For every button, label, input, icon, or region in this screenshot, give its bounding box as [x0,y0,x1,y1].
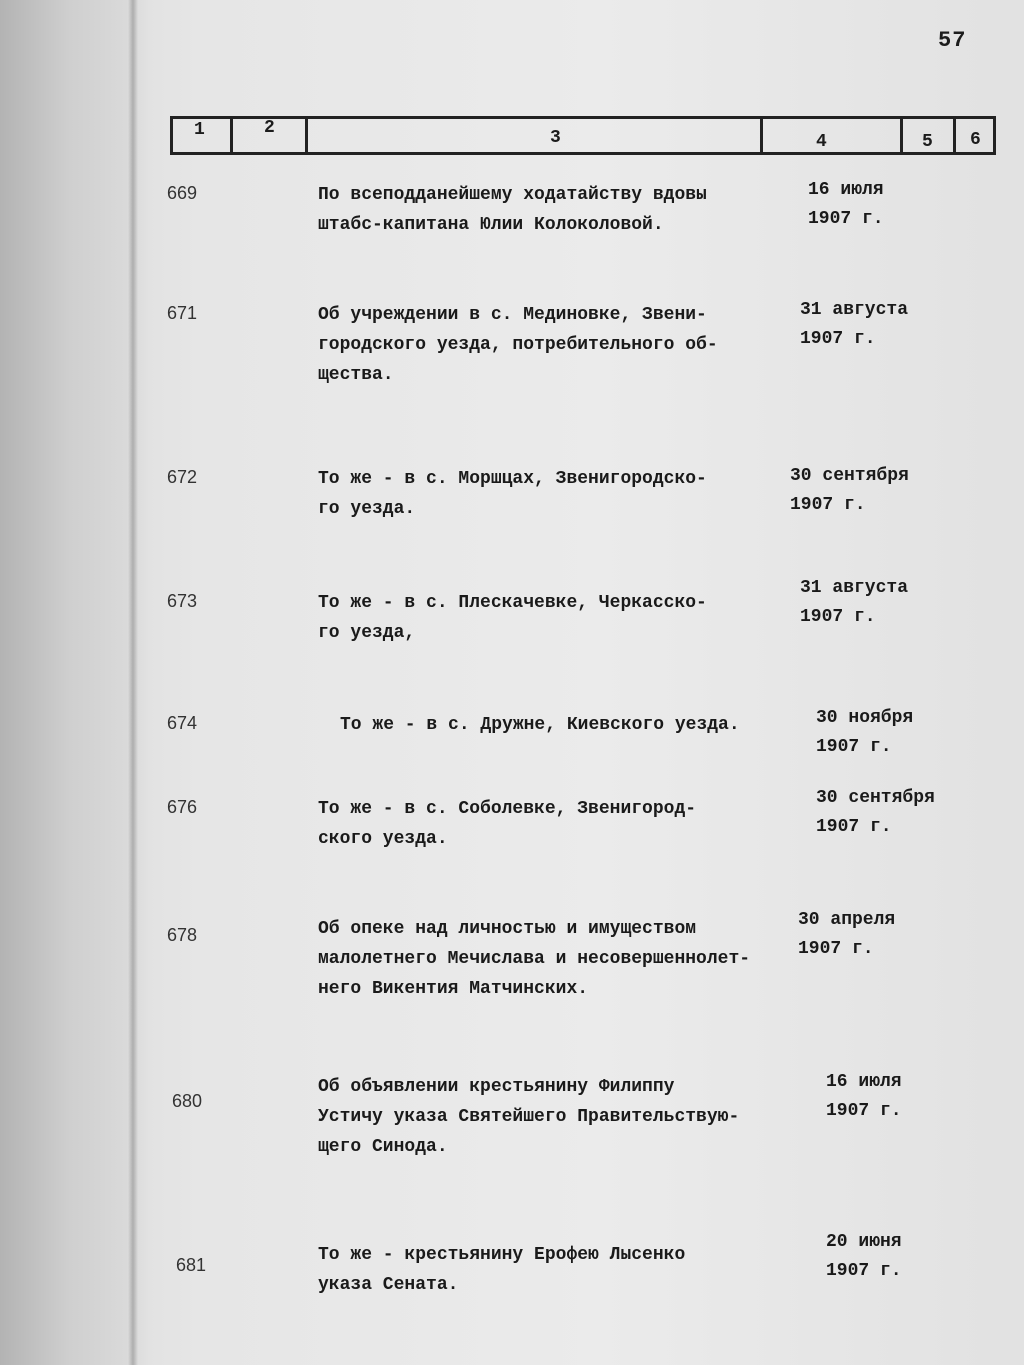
entry-date: 30 апреля 1907 г. [798,910,896,959]
page-number: 57 [938,28,967,53]
header-separator [900,116,903,155]
entry-date: 30 ноября 1907 г. [816,708,914,757]
entry-number: 671 [167,303,198,323]
header-col-1: 1 [194,120,205,140]
entry-description: То же - в с. Моршцах, Звенигородско- го уезда. [318,469,707,519]
header-col-4: 4 [816,132,827,152]
entry-number: 681 [176,1255,207,1275]
entry-description: Об опеке над личностью и имуществом малолетнего Мечислава и несовершеннолет- него Викентия Матчинских. [318,919,751,999]
entry-number: 669 [167,183,198,203]
header-bottom-rule [170,152,996,155]
entry-description: То же - в с. Дружне, Киевского уезда. [340,715,740,735]
entry-number: 672 [167,467,198,487]
entry-date: 31 августа 1907 г. [800,578,909,627]
header-separator [760,116,763,155]
entry-description: По всеподданейшему ходатайству вдовы штабс-капитана Юлии Колоколовой. [318,185,707,235]
header-separator [993,116,996,155]
entry-date: 30 сентября 1907 г. [816,788,935,837]
header-top-rule [170,116,996,119]
entry-date: 20 июня 1907 г. [826,1232,902,1281]
entry-number: 676 [167,797,198,817]
entry-description: То же - в с. Соболевке, Звенигород- ского уезда. [318,799,697,849]
header-col-5: 5 [922,132,933,152]
entry-date: 31 августа 1907 г. [800,300,909,349]
entry-description: То же - крестьянину Ерофею Лысенко указа Сената. [318,1245,686,1295]
entry-number: 674 [167,713,198,733]
entry-date: 30 сентября 1907 г. [790,466,909,515]
entry-number: 673 [167,591,198,611]
header-separator [305,116,308,155]
entry-date: 16 июля 1907 г. [808,180,884,229]
page-fold [128,0,138,1365]
header-col-6: 6 [970,130,981,150]
entry-date: 16 июля 1907 г. [826,1072,902,1121]
header-separator [170,116,173,155]
entry-description: Об учреждении в с. Мединовке, Звени- городского уезда, потребительного об- щества. [318,305,718,385]
header-separator [230,116,233,155]
entry-number: 678 [167,925,198,945]
header-separator [953,116,956,155]
entry-description: Об объявлении крестьянину Филиппу Устичу указа Святейшего Правительствую- щего Синода. [318,1077,740,1157]
header-col-3: 3 [550,128,561,148]
entry-description: То же - в с. Плескачевке, Черкасско- го уезда, [318,593,707,643]
table-header [170,108,996,160]
entry-number: 680 [172,1091,203,1111]
header-col-2: 2 [264,118,275,138]
